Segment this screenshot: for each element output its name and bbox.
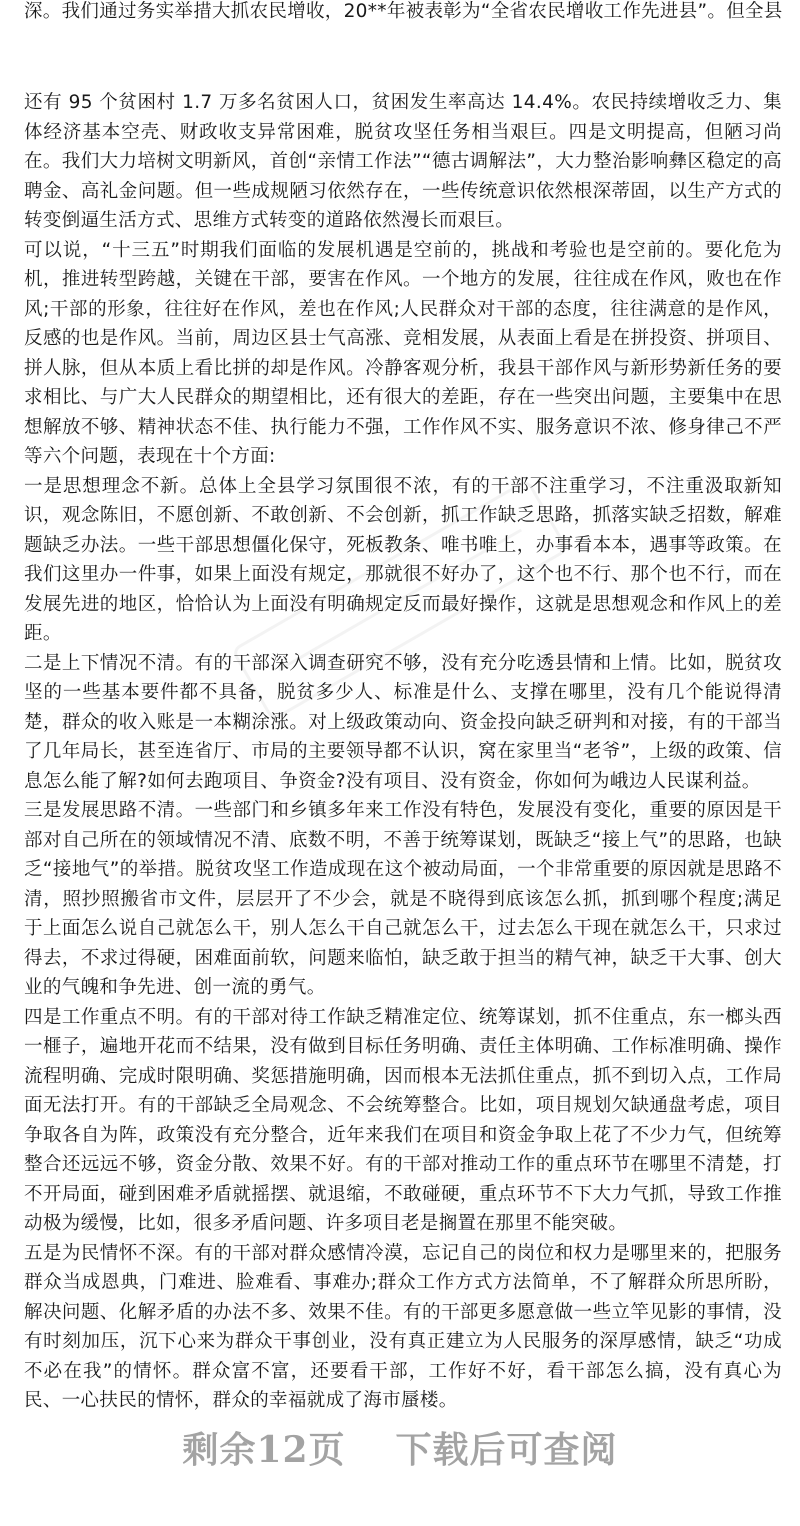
- download-footer: [0, 1408, 800, 1488]
- paragraph: 二是上下情况不清。有的干部深入调查研究不够，没有充分吃透县情和上情。比如，脱贫攻坚的一些基本要件都不具备，脱贫多少人、标准是什么、支撑在哪里，没有几个能说得清楚，群众的收入账是一本糊涂涨。对上级政策动向、资金投向缺乏研判和对接，有的干部当了几年局长，甚至连省厅、市局的主要领导都不认识，窝在家里当“老爷”，上级的政策、信息怎么能了解?如何去跑项目、争资金?没有项目、没有资金，你如何为峨边人民谋利益。: [24, 652, 782, 792]
- paragraph: 三是发展思路不清。一些部门和乡镇多年来工作没有特色，发展没有变化，重要的原因是干部对自己所在的领域情况不清、底数不明，不善于统筹谋划，既缺乏“接上气”的思路，也缺乏“接地气”的举措。脱贫攻坚工作造成现在这个被动局面，一个非常重要的原因就是思路不清，照抄照搬省市文件，层层开了不少会，就是不晓得到底该怎么抓，抓到哪个程度;满足于上面怎么说自己就怎么干，别人怎么干自己就怎么干，过去怎么干现在就怎么干，只求过得去，不求过得硬，困难面前软，问题来临怕，缺乏敢于担当的精气神，缺乏干大事、创大业的气魄和争先进、创一流的勇气。: [24, 800, 782, 998]
- paragraph: 一是思想理念不新。总体上全县学习氛围很不浓，有的干部不注重学习，不注重汲取新知识，观念陈旧，不愿创新、不敢创新、不会创新，抓工作缺乏思路，抓落实缺乏招数，解难题缺乏办法。一些干部思想僵化保守，死板教条、唯书唯上，办事看本本，遇事等政策。在我们这里办一件事，如果上面没有规定，那就很不好办了，这个也不行、那个也不行，而在发展先进的地区，恰恰认为上面没有明确规定反而最好操作，这就是思想观念和作风上的差距。: [24, 475, 782, 644]
- paragraph: 四是工作重点不明。有的干部对待工作缺乏精准定位、统筹谋划，抓不住重点，东一榔头西一榧子，遍地开花而不结果，没有做到目标任务明确、责任主体明确、工作标准明确、操作流程明确、完成时限明确、奖惩措施明确，因而根本无法抓住重点，抓不到切入点，工作局面无法打开。有的干部缺乏全局观念、不会统筹整合。比如，项目规划欠缺通盘考虑，项目争取各自为阵，政策没有充分整合，近年来我们在项目和资金争取上花了不少力气，但统筹整合还远远不够，资金分散、效果不好。有的干部对推动工作的重点环节在哪里不清楚，打不开局面，碰到困难矛盾就摇摆、就退缩，不敢碰硬，重点环节不下大力气抓，导致工作推动极为缓慢，比如，很多矛盾问题、许多项目老是搁置在那里不能突破。: [24, 1006, 782, 1234]
- download-label: 下载后可查阅: [395, 1429, 618, 1471]
- download-to-view-button[interactable]: [182, 1422, 617, 1473]
- fragment-text: [24, 1, 783, 27]
- fragment-line: 深。我们通过务实举措大抓农民增收，20**年被表彰为“全省农民增收工作先进县”。但全县: [24, 1, 783, 22]
- paragraph: 可以说，“十三五”时期我们面临的发展机遇是空前的，挑战和考验也是空前的。要化危为机，推进转型跨越，关键在干部，要害在作风。一个地方的发展，往往成在作风，败也在作风;干部的形象，往往好在作风，差也在作风;人民群众对干部的态度，往往满意的是作风，反感的也是作风。当前，周边区县士气高涨、竞相发展，从表面上看是在拼投资、拼项目、拼人脉，但从本质上看比拼的却是作风。冷静客观分析，我县干部作风与新形势新任务的要求相比、与广大人民群众的期望相比，还有很大的差距，存在一些突出问题，主要集中在思想解放不够、精神状态不佳、执行能力不强，工作作风不实、服务意识不浓、修身律己不严等六个问题，表现在十个方面:: [24, 239, 782, 467]
- paragraph: 还有 95 个贫困村 1.7 万多名贫困人口，贫困发生率高达 14.4%。农民持续增收乏力、集体经济基本空壳、财政收支异常困难，脱贫攻坚任务相当艰巨。四是文明提高，但陋习尚在。我们大力培树文明新风，首创“亲情工作法”“德古调解法”，大力整治影响彝区稳定的高聘金、高礼金问题。但一些成规陋习依然存在，一些传统意识依然根深蒂固，以生产方式的转变倒逼生活方式、思维方式转变的道路依然漫长而艰巨。: [24, 92, 782, 231]
- previous-page-fragment: [0, 0, 800, 44]
- remaining-pages-label: 剩余12页: [182, 1429, 346, 1471]
- paragraph: 五是为民情怀不深。有的干部对群众感情冷漠，忘记自己的岗位和权力是哪里来的，把服务群众当成恩典，门难进、脸难看、事难办;群众工作方式方法简单，不了解群众所思所盼，解决问题、化解矛盾的办法不多、效果不佳。有的干部更多愿意做一些立竿见影的事情，没有时刻加压，沉下心来为群众干事创业，没有真正建立为人民服务的深厚感情，缺乏“功成不必在我”的情怀。群众富不富，还要看干部，工作好不好，看干部怎么搞，没有真心为民、一心扶民的情怀，群众的幸福就成了海市蜃楼。: [24, 1242, 782, 1411]
- document-body: [24, 88, 782, 1416]
